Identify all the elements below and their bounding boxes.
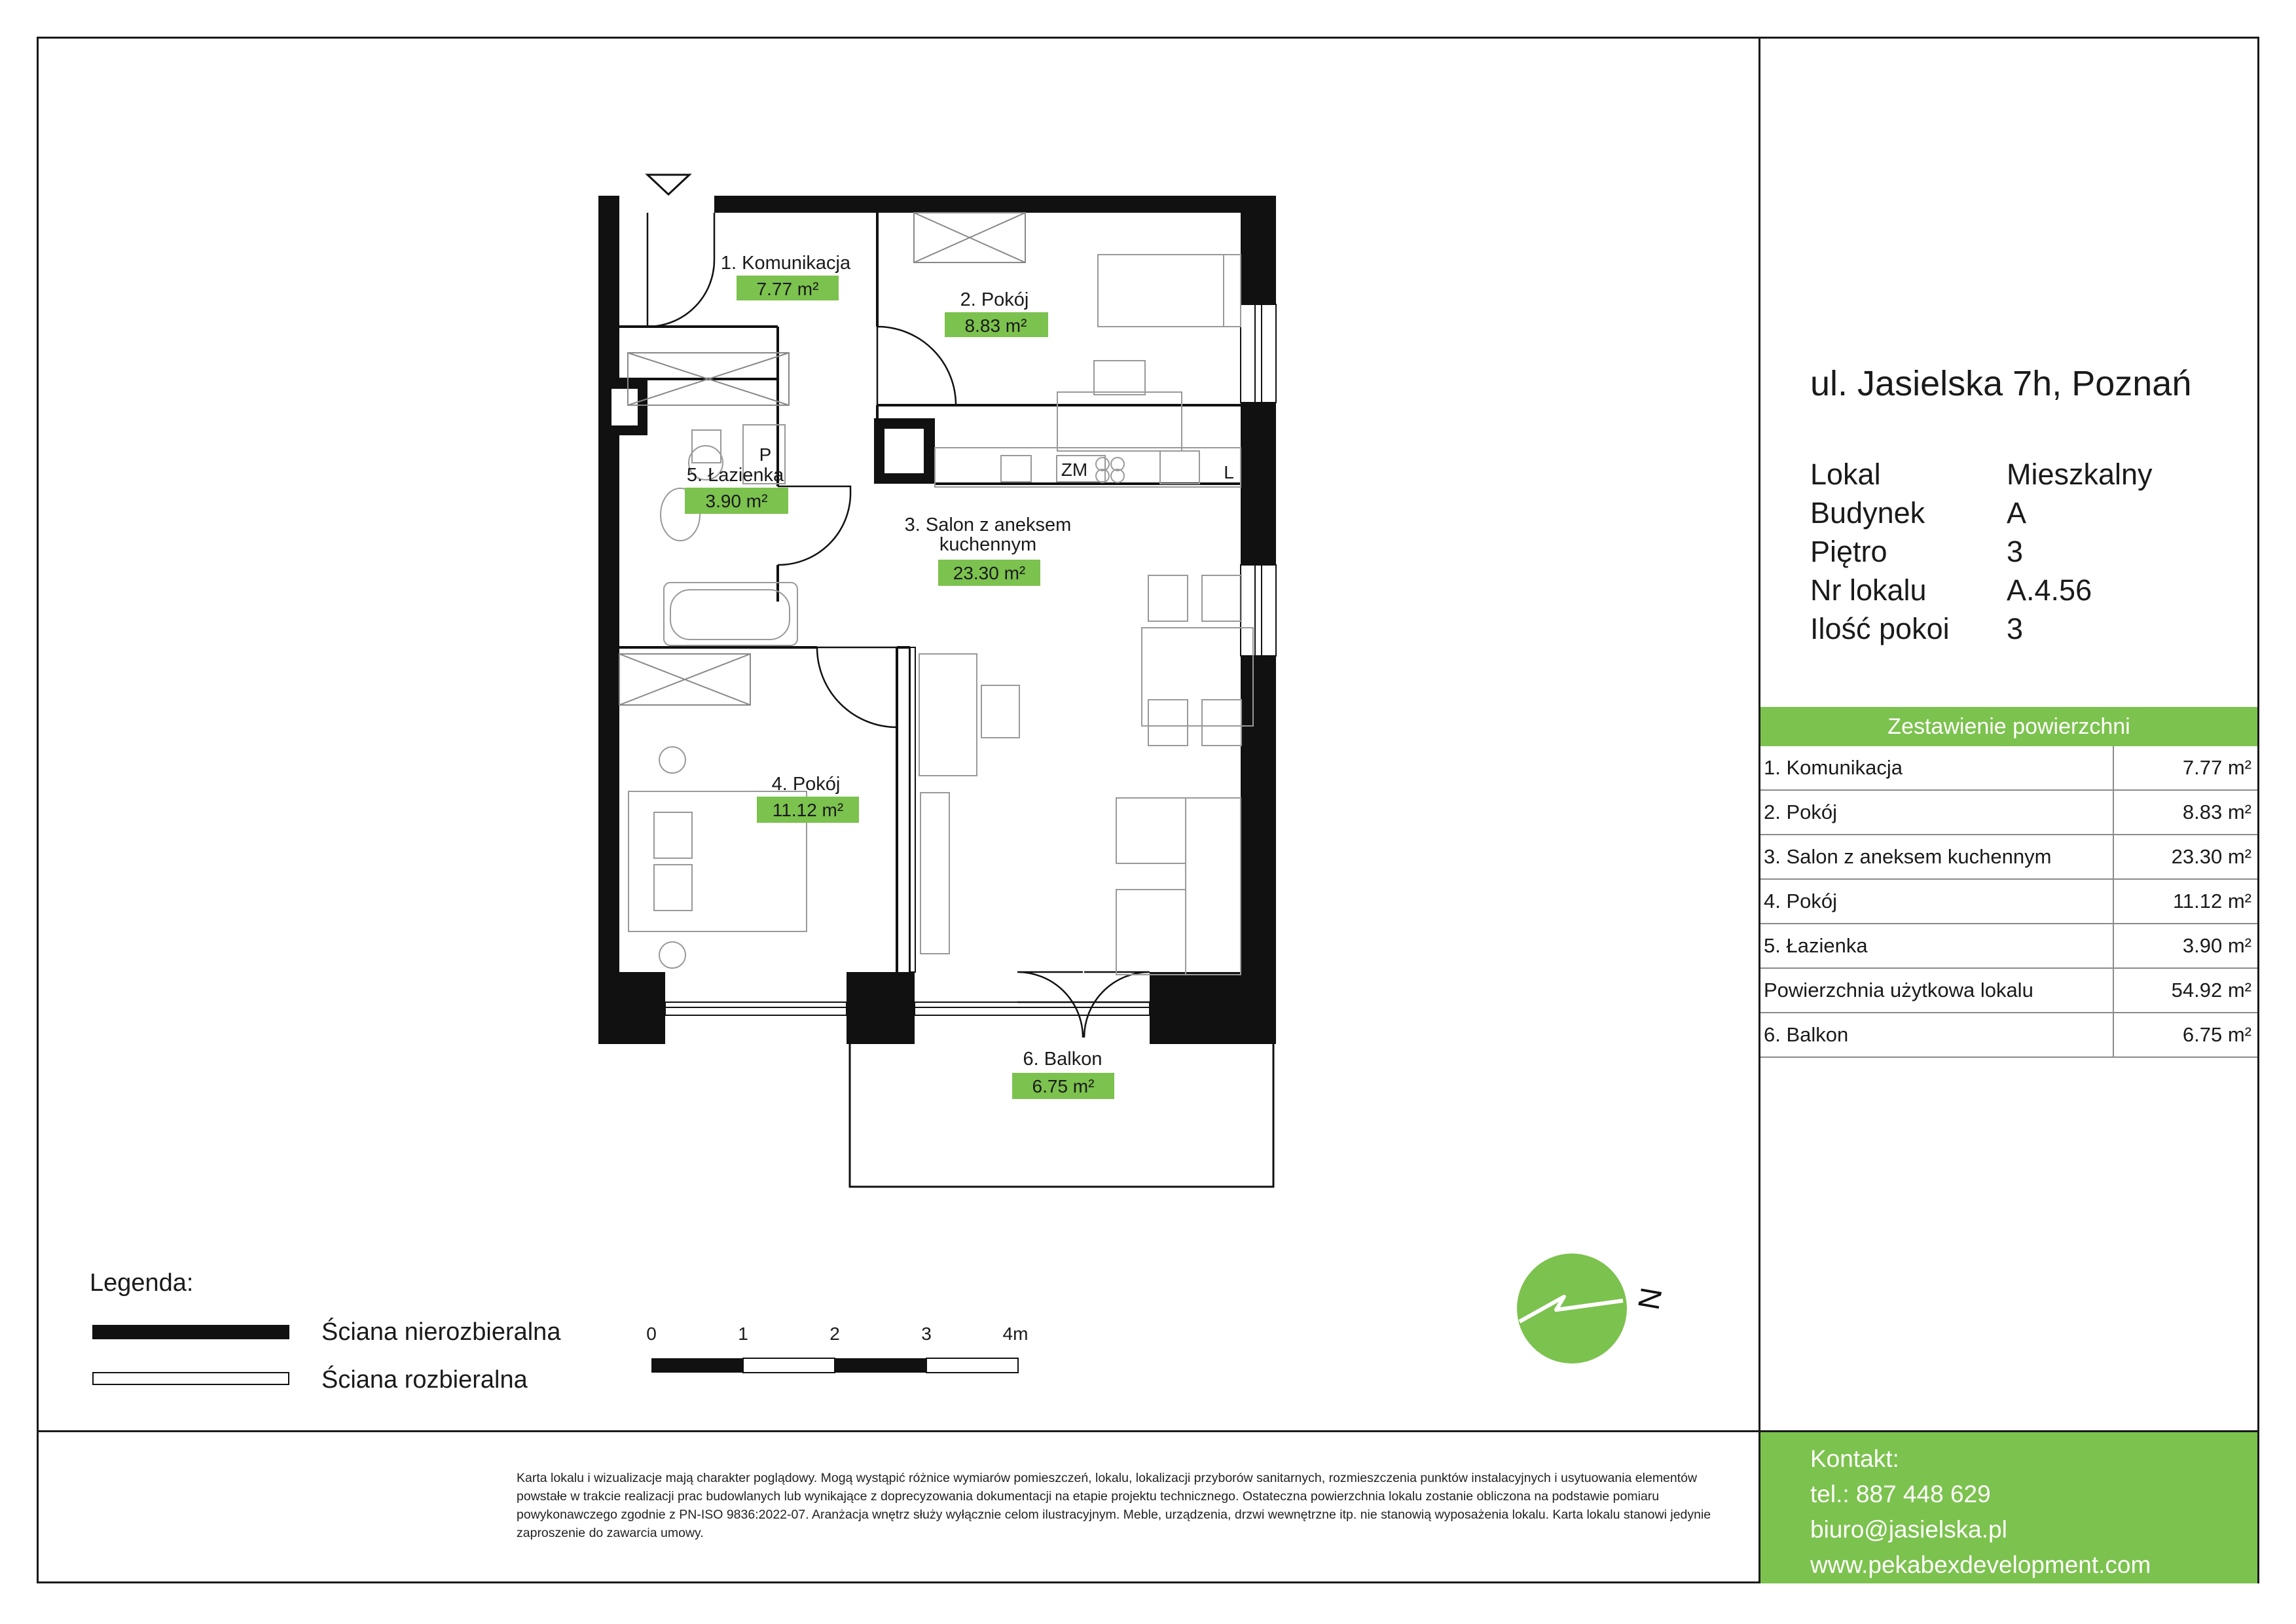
floor-plan: [39, 39, 1758, 1430]
legend-fixed-wall-swatch: [92, 1325, 289, 1339]
scale-tick: 2: [829, 1324, 840, 1344]
table-row: [1760, 969, 2257, 1013]
surface-value: 8.83 m²: [2113, 791, 2255, 834]
footer: [39, 1430, 2257, 1583]
contact-phone[interactable]: tel.: 887 448 629: [1810, 1481, 1991, 1507]
room-name-cont: kuchennym: [939, 534, 1037, 555]
surface-table-header: Zestawienie powierzchni: [1760, 707, 2257, 746]
scale-tick: 3: [921, 1324, 932, 1344]
table-row: [1760, 791, 2257, 835]
table-row: [1760, 880, 2257, 924]
room-area: 8.83 m²: [964, 316, 1027, 336]
room-area: 7.77 m²: [756, 279, 819, 299]
contact-website[interactable]: www.pekabexdevelopment.com: [1810, 1551, 2151, 1578]
address: ul. Jasielska 7h, Poznań: [1810, 364, 2192, 403]
table-row: [1760, 1013, 2257, 1058]
surface-name: 4. Pokój: [1764, 890, 1838, 912]
info-value: 3: [2007, 612, 2024, 645]
surface-value: 11.12 m²: [2113, 880, 2255, 923]
partition-walls: [619, 213, 1241, 1007]
info-row: [1810, 535, 2153, 573]
room-area: 23.30 m²: [953, 563, 1026, 583]
removable-wall: [910, 647, 915, 972]
furniture: [629, 255, 1253, 975]
legend-removable-wall-swatch: [92, 1372, 289, 1385]
disclaimer-text: Karta lokalu i wizualizacje mają charakter poglądowy. Mogą wystąpić różnice wymiarów pomieszczeń, lokalu, lokalizacji przyborów sanitarnych, rozmieszczenia punktów instalacyjnych i usytuowania elementów powstałe w trakcie realizacji prac budowlanych lub wynikające z doprecyzowania dokumentacji na etapie projektu technicznego. Ostateczna powierzchnia lokalu zostanie obliczona na podstawie pomiaru powykonawczego zgodnie z PN-ISO 9836:2022-07. Aranżacja wnętrz służy wyłącznie celom ilustracyjnym. Meble, urządzenia, drzwi wewnętrzne itp. nie stanowią wyposażenia lokalu. Karta lokalu stanowi jedynie zaproszenie do zawarcia umowy.: [517, 1471, 1711, 1540]
surface-table: [1760, 707, 2257, 1058]
scale-tick: 0: [646, 1324, 657, 1344]
room-area: 3.90 m²: [705, 491, 768, 511]
surface-name: 1. Komunikacja: [1764, 756, 1903, 779]
surface-value: 3.90 m²: [2113, 924, 2255, 967]
scale-tick: 1: [738, 1324, 748, 1344]
table-row: [1760, 835, 2257, 880]
room-label-4: [757, 774, 859, 823]
info-row: [1810, 496, 2153, 535]
room-area: 11.12 m²: [772, 800, 844, 820]
room-name: 4. Pokój: [771, 774, 841, 795]
info-key: Lokal: [1810, 458, 1881, 491]
contact-title: Kontakt:: [1810, 1445, 1899, 1472]
room-name: 5. Łazienka: [686, 465, 784, 486]
table-row: [1760, 746, 2257, 791]
info-key: Budynek: [1810, 496, 1925, 530]
legend-fixed-wall-label: Ściana nierozbieralna: [321, 1318, 561, 1346]
entrance-arrow-icon: [647, 175, 689, 194]
surface-value: 54.92 m²: [2113, 969, 2255, 1012]
info-row: [1810, 573, 2153, 612]
surface-name: 5. Łazienka: [1764, 934, 1868, 957]
room-name: 6. Balkon: [1023, 1049, 1102, 1070]
room-name: 3. Salon z aneksem: [904, 514, 1072, 535]
surface-value: 6.75 m²: [2113, 1013, 2255, 1056]
pantry-label: P: [759, 444, 772, 465]
legend-title: Legenda:: [90, 1269, 194, 1297]
unit-info: [1810, 458, 2153, 651]
room-label-2: [945, 289, 1048, 337]
room-label-5: [685, 465, 788, 514]
info-value: A: [2007, 496, 2027, 530]
info-value: Mieszkalny: [2007, 458, 2153, 491]
contact-box: [1758, 1432, 2257, 1583]
info-row: [1810, 458, 2153, 496]
info-value: 3: [2007, 535, 2024, 568]
plan-sheet: [37, 37, 2259, 1583]
room-area: 6.75 m²: [1032, 1076, 1095, 1096]
fixed-walls: [598, 196, 1276, 1044]
scale-bar: [646, 1324, 1028, 1373]
surface-value: 7.77 m²: [2113, 746, 2255, 789]
info-key: Nr lokalu: [1810, 573, 1927, 607]
contact-email[interactable]: biuro@jasielska.pl: [1810, 1516, 2007, 1543]
compass-north-letter: N: [1631, 1284, 1669, 1312]
room-name: 2. Pokój: [960, 289, 1029, 310]
doors: [647, 213, 1150, 1038]
scale-tick: 4m: [1002, 1324, 1029, 1344]
surface-name: 2. Pokój: [1764, 801, 1838, 823]
surface-name: Powierzchnia użytkowa lokalu: [1764, 979, 2033, 1001]
compass-icon: [1517, 1254, 1669, 1363]
surface-name: 6. Balkon: [1764, 1023, 1849, 1046]
info-panel: [1758, 39, 2257, 1430]
info-key: Ilość pokoi: [1810, 612, 1950, 645]
surface-value: 23.30 m²: [2113, 835, 2255, 878]
surface-name: 3. Salon z aneksem kuchennym: [1764, 845, 2052, 868]
info-row: [1810, 612, 2153, 651]
windows: [665, 304, 1276, 1015]
room-label-3: [905, 514, 1072, 586]
room-label-1: [721, 253, 851, 300]
fridge-freezer-label: ZM: [1061, 460, 1088, 480]
fridge-label: L: [1224, 462, 1234, 482]
info-value: A.4.56: [2007, 573, 2092, 607]
room-label-6: [1012, 1049, 1114, 1099]
legend-removable-wall-label: Ściana rozbieralna: [321, 1366, 528, 1394]
table-row: [1760, 924, 2257, 969]
info-key: Piętro: [1810, 535, 1887, 568]
room-name: 1. Komunikacja: [720, 253, 851, 274]
